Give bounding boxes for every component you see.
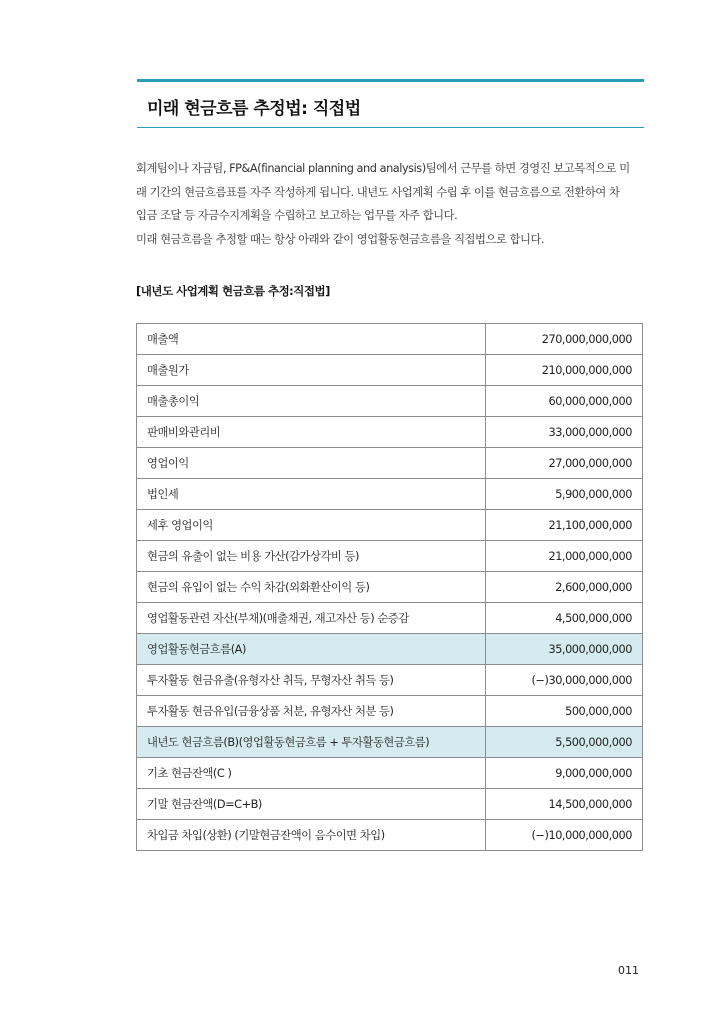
table-row [137,665,643,696]
row-value: 210,000,000,000 [486,355,643,386]
row-label: 투자활동 현금유출(유형자산 취득, 무형자산 취득 등) [137,665,486,696]
page-number: 011 [618,964,639,977]
row-value: 60,000,000,000 [486,386,643,417]
row-value: (−)30,000,000,000 [486,665,643,696]
highlighted-row-operating-cash-flow [137,634,643,665]
row-label: 영업이익 [137,448,486,479]
row-value: 14,500,000,000 [486,789,643,820]
cash-flow-table [136,323,643,851]
intro-line: 입금 조달 등 자금수지계획을 수립하고 보고하는 업무를 자주 합니다. [136,209,458,223]
intro-paragraph [136,157,648,252]
highlighted-row-next-year-cash-flow [137,727,643,758]
row-label: 기말 현금잔액(D=C+B) [137,789,486,820]
table-row [137,603,643,634]
table-caption: [내년도 사업계획 현금흐름 추정:직접법] [136,284,330,298]
row-value: 500,000,000 [486,696,643,727]
intro-line: 미래 현금흐름을 추정할 때는 항상 아래와 같이 영업활동현금흐름을 직접법으로 합니다. [136,233,545,247]
row-value: 270,000,000,000 [486,324,643,355]
row-label: 내년도 현금흐름(B)(영업활동현금흐름 + 투자활동현금흐름) [137,727,486,758]
table-row [137,355,643,386]
table-row [137,541,643,572]
row-label: 판매비와관리비 [137,417,486,448]
row-value: 4,500,000,000 [486,603,643,634]
row-value: 27,000,000,000 [486,448,643,479]
row-value: 2,600,000,000 [486,572,643,603]
row-value: 35,000,000,000 [486,634,643,665]
table-row [137,510,643,541]
row-label: 현금의 유출이 없는 비용 가산(감가상각비 등) [137,541,486,572]
table-row [137,448,643,479]
title-bottom-rule [137,127,644,128]
row-value: 33,000,000,000 [486,417,643,448]
intro-line: 래 기간의 현금흐름표를 자주 작성하게 됩니다. 내년도 사업계획 수립 후 이를 현금흐름으로 전환하여 차 [136,185,620,199]
table-row [137,820,643,851]
row-label: 기초 현금잔액(C ) [137,758,486,789]
row-value: 21,000,000,000 [486,541,643,572]
intro-line: 회계팀이나 자금팀, FP&A(financial planning and analysis)팀에서 근무를 하면 경영진 보고목적으로 미 [136,162,630,175]
table-row [137,789,643,820]
row-label: 영업활동관련 자산(부채)(매출채권, 재고자산 등) 순증감 [137,603,486,634]
title-top-rule [137,79,644,82]
row-label: 영업활동현금흐름(A) [137,634,486,665]
row-label: 매출액 [137,324,486,355]
table-row [137,324,643,355]
row-label: 매출원가 [137,355,486,386]
row-value: 21,100,000,000 [486,510,643,541]
table-row [137,386,643,417]
row-value: (−)10,000,000,000 [486,820,643,851]
row-label: 법인세 [137,479,486,510]
row-label: 세후 영업이익 [137,510,486,541]
row-label: 현금의 유입이 없는 수익 차감(외화환산이익 등) [137,572,486,603]
table-row [137,758,643,789]
row-label: 투자활동 현금유입(금융상품 처분, 유형자산 처분 등) [137,696,486,727]
table-row [137,479,643,510]
table-row [137,417,643,448]
table-row [137,572,643,603]
row-label: 매출총이익 [137,386,486,417]
row-value: 9,000,000,000 [486,758,643,789]
row-label: 차입금 차입(상환) (기말현금잔액이 음수이면 차입) [137,820,486,851]
page-title: 미래 현금흐름 추정법: 직접법 [147,99,361,119]
table-row [137,696,643,727]
row-value: 5,500,000,000 [486,727,643,758]
row-value: 5,900,000,000 [486,479,643,510]
